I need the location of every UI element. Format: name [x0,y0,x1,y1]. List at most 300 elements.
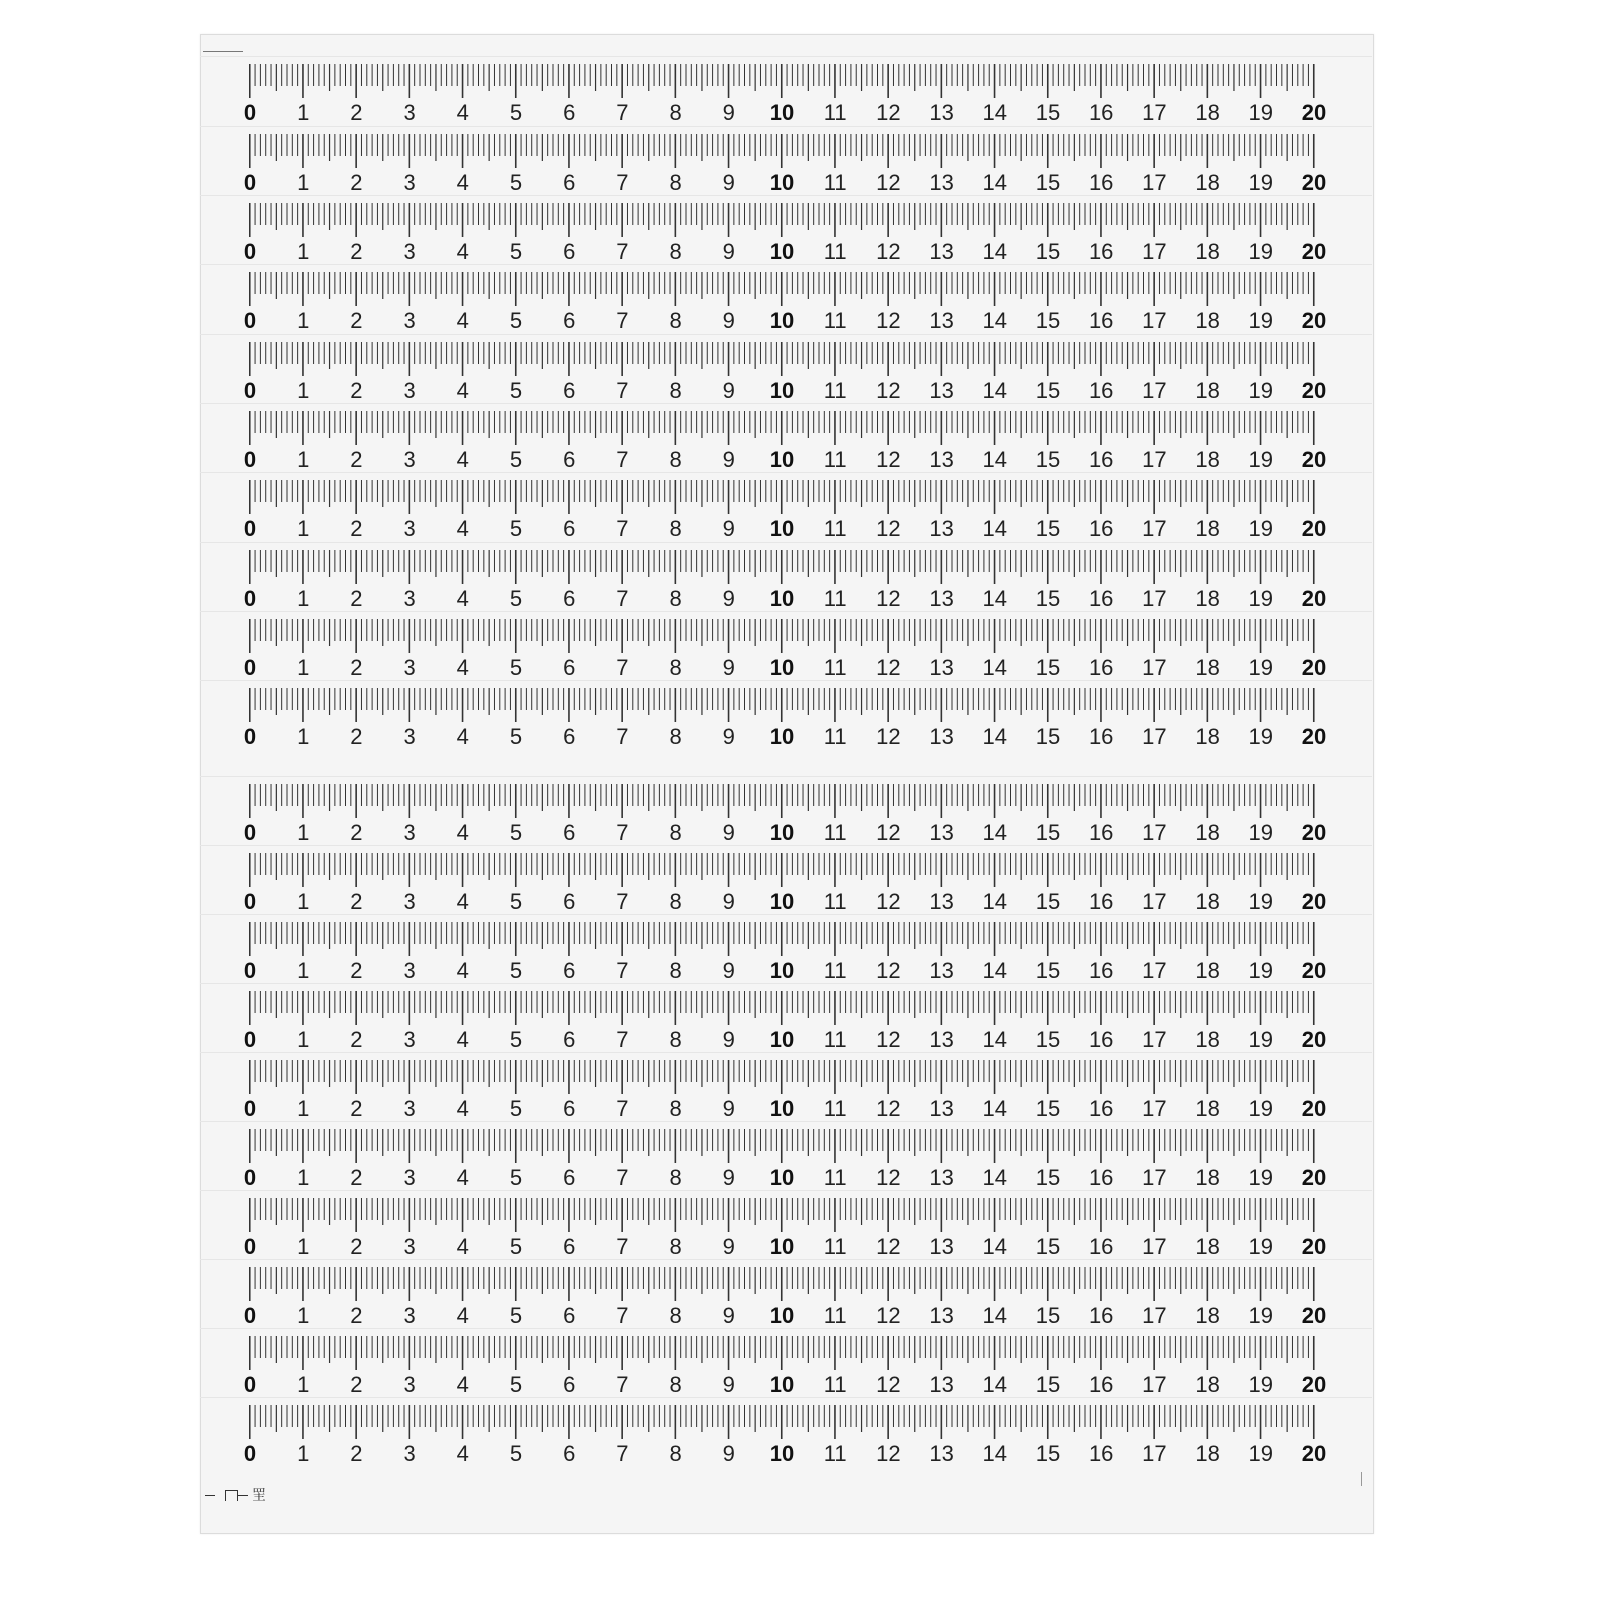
ruler-label: 9 [722,170,735,195]
ruler-label: 7 [616,308,629,333]
ruler-label: 18 [1195,889,1220,914]
ruler-label: 0 [243,100,257,125]
ruler-label: 5 [509,958,523,983]
ruler-label: 16 [1088,516,1114,541]
ruler-label: 16 [1088,1027,1114,1052]
ruler-label: 12 [876,516,901,541]
ruler-label: 4 [456,1372,469,1397]
ruler-label: 9 [722,1027,735,1052]
ruler-label: 6 [563,308,576,333]
ruler-label: 3 [403,655,416,680]
ruler-label: 19 [1248,516,1274,541]
ruler-label: 10 [769,100,795,125]
ruler-label: 19 [1248,724,1274,749]
ruler-label: 11 [823,447,847,472]
ruler-labels [243,516,1327,541]
ruler-label: 1 [297,170,310,195]
ruler-label: 20 [1301,1096,1327,1121]
ruler-label: 19 [1248,820,1274,845]
ruler-label: 16 [1088,1096,1114,1121]
ruler-label: 16 [1088,724,1114,749]
ruler-label: 2 [350,655,363,680]
ruler-labels [243,170,1327,195]
ruler-label: 8 [669,1441,682,1466]
ruler-label: 4 [456,889,469,914]
ruler-label: 15 [1035,586,1061,611]
ruler-label: 2 [350,516,363,541]
ruler-label: 11 [823,1096,847,1121]
ruler-label: 15 [1035,308,1061,333]
ruler-label: 9 [722,1372,735,1397]
ruler-label: 8 [669,1165,682,1190]
ruler-label: 1 [297,516,310,541]
ruler-label: 7 [616,170,629,195]
ruler-label: 4 [456,170,469,195]
ruler-label: 7 [616,1234,629,1259]
box-icon [225,1490,238,1501]
ruler-label: 5 [509,889,523,914]
ruler-label: 17 [1142,378,1167,403]
ruler-label: 4 [456,958,469,983]
ruler-label: 20 [1301,1303,1327,1328]
ruler-label: 13 [929,1303,954,1328]
ruler-labels [243,1372,1327,1397]
ruler-label: 3 [403,1027,416,1052]
ruler-label: 5 [509,100,523,125]
ruler-label: 11 [823,1165,847,1190]
ruler-label: 1 [297,820,310,845]
ruler-label: 0 [243,1303,257,1328]
ruler-label: 1 [297,958,310,983]
ruler-label: 8 [669,958,682,983]
ruler-label: 0 [243,447,257,472]
ruler-ticks [249,64,1313,100]
ruler-label: 15 [1035,239,1061,264]
ruler-label: 3 [403,958,416,983]
ruler-label: 15 [1035,516,1061,541]
ruler-label: 18 [1195,1165,1220,1190]
ruler-label: 18 [1195,1303,1220,1328]
ruler-label: 6 [563,958,576,983]
ruler-label: 14 [982,308,1008,333]
ruler-label: 3 [403,239,416,264]
footer-mark [205,1485,266,1505]
ruler-label: 7 [616,100,629,125]
ruler-label: 16 [1088,378,1114,403]
ruler-label: 5 [509,447,523,472]
ruler-label: 17 [1142,1027,1167,1052]
ruler-label: 2 [350,239,363,264]
ruler-label: 0 [243,1027,257,1052]
ruler-label: 10 [769,586,795,611]
ruler-label: 8 [669,100,682,125]
ruler-label: 6 [563,1303,576,1328]
ruler-label: 18 [1195,308,1220,333]
ruler-label: 7 [616,378,629,403]
ruler-label: 10 [769,1027,795,1052]
ruler-label: 1 [297,1234,310,1259]
ruler-label: 11 [823,1027,847,1052]
ruler-label: 6 [563,447,576,472]
ruler-label: 15 [1035,1165,1061,1190]
ruler-label: 19 [1248,1027,1274,1052]
ruler-ticks [249,619,1313,655]
ruler-label: 11 [823,239,847,264]
ruler-ticks [249,134,1313,170]
ruler-label: 10 [769,1303,795,1328]
ruler-label: 15 [1035,1027,1061,1052]
ruler-label: 4 [456,239,469,264]
ruler-label: 12 [876,239,901,264]
ruler-label: 4 [456,1165,469,1190]
ruler-label: 2 [350,820,363,845]
ruler-label: 0 [243,239,257,264]
ruler-label: 10 [769,378,795,403]
ruler-label: 15 [1035,1234,1061,1259]
ruler-label: 15 [1035,958,1061,983]
ruler-label: 13 [929,655,954,680]
ruler-label: 20 [1301,1372,1327,1397]
ruler-label: 0 [243,889,257,914]
ruler-label: 13 [929,724,954,749]
dash-icon [238,1495,248,1496]
ruler-label: 15 [1035,820,1061,845]
ruler-label: 12 [876,1234,901,1259]
ruler-label: 20 [1301,100,1327,125]
ruler-label: 9 [722,820,735,845]
ruler-label: 10 [769,1234,795,1259]
dash-icon [205,1495,215,1496]
ruler-label: 10 [769,1441,795,1466]
ruler-label: 3 [403,1096,416,1121]
ruler-label: 20 [1301,724,1327,749]
ruler-label: 7 [616,1303,629,1328]
ruler-label: 6 [563,1165,576,1190]
ruler-label: 13 [929,1372,954,1397]
ruler-label: 5 [509,1096,523,1121]
ruler-label: 4 [456,516,469,541]
ruler-labels [243,820,1327,845]
ruler-ticks [249,1267,1313,1303]
ruler-label: 9 [722,1234,735,1259]
ruler-label: 9 [722,1441,735,1466]
ruler-label: 20 [1301,308,1327,333]
ruler-label: 2 [350,100,363,125]
ruler-label: 3 [403,100,416,125]
ruler-label: 7 [616,1372,629,1397]
ruler-label: 3 [403,820,416,845]
ruler-label: 18 [1195,1027,1220,1052]
ruler-label: 20 [1301,958,1327,983]
ruler-label: 8 [669,586,682,611]
ruler-label: 10 [769,724,795,749]
ruler-label: 19 [1248,1165,1274,1190]
ruler-label: 4 [456,820,469,845]
ruler-label: 13 [929,516,954,541]
ruler-label: 2 [350,1027,363,1052]
ruler-label: 11 [823,1372,847,1397]
ruler-label: 19 [1248,1303,1274,1328]
ruler-label: 17 [1142,586,1167,611]
ruler-label: 9 [722,889,735,914]
ruler-label: 7 [616,958,629,983]
ruler-label: 3 [403,170,416,195]
ruler-label: 3 [403,308,416,333]
ruler-label: 8 [669,1096,682,1121]
ruler-label: 20 [1301,516,1327,541]
ruler-label: 19 [1248,170,1274,195]
ruler-label: 7 [616,1441,629,1466]
ruler-label: 11 [823,958,847,983]
ruler-label: 9 [722,724,735,749]
ruler-label: 16 [1088,655,1114,680]
ruler-label: 4 [456,1234,469,1259]
ruler-label: 19 [1248,239,1274,264]
ruler-labels [243,100,1327,125]
ruler-label: 6 [563,1372,576,1397]
ruler-label: 6 [563,239,576,264]
ruler-label: 0 [243,516,257,541]
ruler-label: 18 [1195,1372,1220,1397]
ruler-label: 7 [616,1096,629,1121]
ruler-label: 1 [297,1027,310,1052]
ruler-label: 10 [769,1096,795,1121]
ruler-label: 17 [1142,1441,1167,1466]
ruler-label: 3 [403,1165,416,1190]
ruler-label: 13 [929,1096,954,1121]
ruler-label: 5 [509,1303,523,1328]
ruler-label: 12 [876,586,901,611]
ruler-label: 17 [1142,820,1167,845]
ruler-label: 8 [669,1372,682,1397]
ruler-label: 12 [876,308,901,333]
ruler-label: 18 [1195,239,1220,264]
ruler-label: 12 [876,724,901,749]
ruler-label: 18 [1195,378,1220,403]
ruler-label: 1 [297,1372,310,1397]
ruler-label: 2 [350,447,363,472]
ruler-label: 18 [1195,1096,1220,1121]
ruler-label: 12 [876,655,901,680]
ruler-labels [243,447,1327,472]
ruler-label: 11 [823,516,847,541]
ruler-label: 0 [243,1165,257,1190]
ruler-label: 13 [929,1165,954,1190]
ruler-label: 20 [1301,1027,1327,1052]
ruler-label: 8 [669,378,682,403]
ruler-label: 16 [1088,100,1114,125]
ruler-label: 3 [403,447,416,472]
ruler-label: 14 [982,239,1008,264]
ruler-label: 14 [982,889,1008,914]
ruler-label: 18 [1195,1441,1220,1466]
ruler-label: 1 [297,308,310,333]
ruler-label: 10 [769,958,795,983]
ruler-label: 1 [297,378,310,403]
ruler-label: 19 [1248,586,1274,611]
ruler-labels [243,1096,1327,1121]
ruler-label: 9 [722,100,735,125]
ruler-label: 17 [1142,447,1167,472]
ruler-ticks [249,342,1313,378]
ruler-label: 9 [722,447,735,472]
ruler-label: 8 [669,516,682,541]
ruler-label: 2 [350,308,363,333]
ruler-labels [243,1303,1327,1328]
ruler-label: 4 [456,1027,469,1052]
ruler-label: 6 [563,100,576,125]
ruler-label: 7 [616,1165,629,1190]
ruler-label: 19 [1248,958,1274,983]
ruler-label: 8 [669,655,682,680]
ruler-label: 20 [1301,586,1327,611]
ruler-label: 19 [1248,1234,1274,1259]
ruler-label: 6 [563,724,576,749]
ruler-label: 11 [823,378,847,403]
ruler-label: 3 [403,724,416,749]
ruler-label: 11 [823,170,847,195]
ruler-label: 19 [1248,100,1274,125]
ruler-label: 4 [456,586,469,611]
ruler-label: 2 [350,378,363,403]
ruler-label: 19 [1248,1441,1274,1466]
ruler-label: 11 [823,889,847,914]
ruler-label: 15 [1035,447,1061,472]
ruler-label: 7 [616,586,629,611]
ruler-label: 10 [769,1372,795,1397]
ruler-label: 17 [1142,1303,1167,1328]
ruler-label: 20 [1301,655,1327,680]
ruler-label: 6 [563,516,576,541]
ruler-label: 7 [616,889,629,914]
ruler-label: 20 [1301,378,1327,403]
ruler-label: 18 [1195,516,1220,541]
ruler-label: 9 [722,1096,735,1121]
ruler-label: 6 [563,1027,576,1052]
ruler-label: 10 [769,170,795,195]
ruler-label: 6 [563,378,576,403]
ruler-label: 5 [509,170,523,195]
ruler-label: 5 [509,308,523,333]
ruler-labels [243,1441,1327,1466]
ruler-label: 17 [1142,1096,1167,1121]
ruler-label: 7 [616,516,629,541]
ruler-label: 10 [769,308,795,333]
ruler-label: 15 [1035,378,1061,403]
ruler-label: 5 [509,724,523,749]
ruler-label: 14 [982,958,1008,983]
ruler-label: 6 [563,1096,576,1121]
ruler-label: 3 [403,1303,416,1328]
ruler-label: 13 [929,170,954,195]
ruler-label: 15 [1035,1441,1061,1466]
ruler-label: 14 [982,1441,1008,1466]
ruler-ticks [249,1129,1313,1165]
ruler-label: 3 [403,378,416,403]
ruler-label: 14 [982,100,1008,125]
ruler-labels [243,1165,1327,1190]
ruler-label: 0 [243,655,257,680]
ruler-label: 8 [669,1303,682,1328]
ruler-label: 14 [982,516,1008,541]
ruler-label: 6 [563,820,576,845]
ruler-label: 11 [823,308,847,333]
ruler-label: 17 [1142,1234,1167,1259]
ruler-label: 14 [982,820,1008,845]
ruler-label: 15 [1035,1096,1061,1121]
ruler-label: 20 [1301,447,1327,472]
ruler-label: 6 [563,655,576,680]
ruler-label: 5 [509,1372,523,1397]
ruler-label: 14 [982,1165,1008,1190]
ruler-label: 18 [1195,100,1220,125]
ruler-label: 19 [1248,655,1274,680]
ruler-label: 10 [769,239,795,264]
ruler-label: 7 [616,1027,629,1052]
ruler-labels [243,378,1327,403]
ruler-label: 7 [616,655,629,680]
ruler-ticks [249,991,1313,1027]
ruler-label: 8 [669,239,682,264]
ruler-label: 8 [669,170,682,195]
ruler-label: 5 [509,516,523,541]
ruler-label: 12 [876,1303,901,1328]
ruler-label: 11 [823,586,847,611]
ruler-label: 12 [876,378,901,403]
ruler-ticks [249,272,1313,308]
ruler-label: 8 [669,889,682,914]
ruler-label: 1 [297,655,310,680]
ruler-label: 7 [616,820,629,845]
ruler-ticks [249,203,1313,239]
ruler-label: 20 [1301,239,1327,264]
ruler-label: 18 [1195,1234,1220,1259]
ruler-label: 16 [1088,820,1114,845]
ruler-ticks [249,1405,1313,1441]
ruler-label: 5 [509,239,523,264]
ruler-label: 16 [1088,1303,1114,1328]
ruler-ticks [249,411,1313,447]
ruler-label: 0 [243,1234,257,1259]
ruler-label: 11 [823,1441,847,1466]
ruler-label: 13 [929,820,954,845]
ruler-label: 13 [929,1441,954,1466]
ruler-label: 14 [982,447,1008,472]
ruler-label: 0 [243,1372,257,1397]
ruler-ticks [249,1336,1313,1372]
ruler-label: 18 [1195,447,1220,472]
ruler-label: 0 [243,724,257,749]
ruler-label: 13 [929,1234,954,1259]
ruler-label: 14 [982,655,1008,680]
ruler-label: 19 [1248,1096,1274,1121]
ruler-label: 7 [616,724,629,749]
ruler-label: 11 [823,724,847,749]
ruler-label: 2 [350,724,363,749]
ruler-label: 19 [1248,1372,1274,1397]
ruler-ticks [249,550,1313,586]
ruler-label: 16 [1088,586,1114,611]
ruler-label: 14 [982,378,1008,403]
ruler-ticks [249,480,1313,516]
ruler-label: 3 [403,1372,416,1397]
ruler-label: 14 [982,1303,1008,1328]
ruler-label: 12 [876,889,901,914]
ruler-label: 9 [722,378,735,403]
ruler-label: 9 [722,655,735,680]
ruler-label: 13 [929,100,954,125]
ruler-label: 6 [563,1234,576,1259]
